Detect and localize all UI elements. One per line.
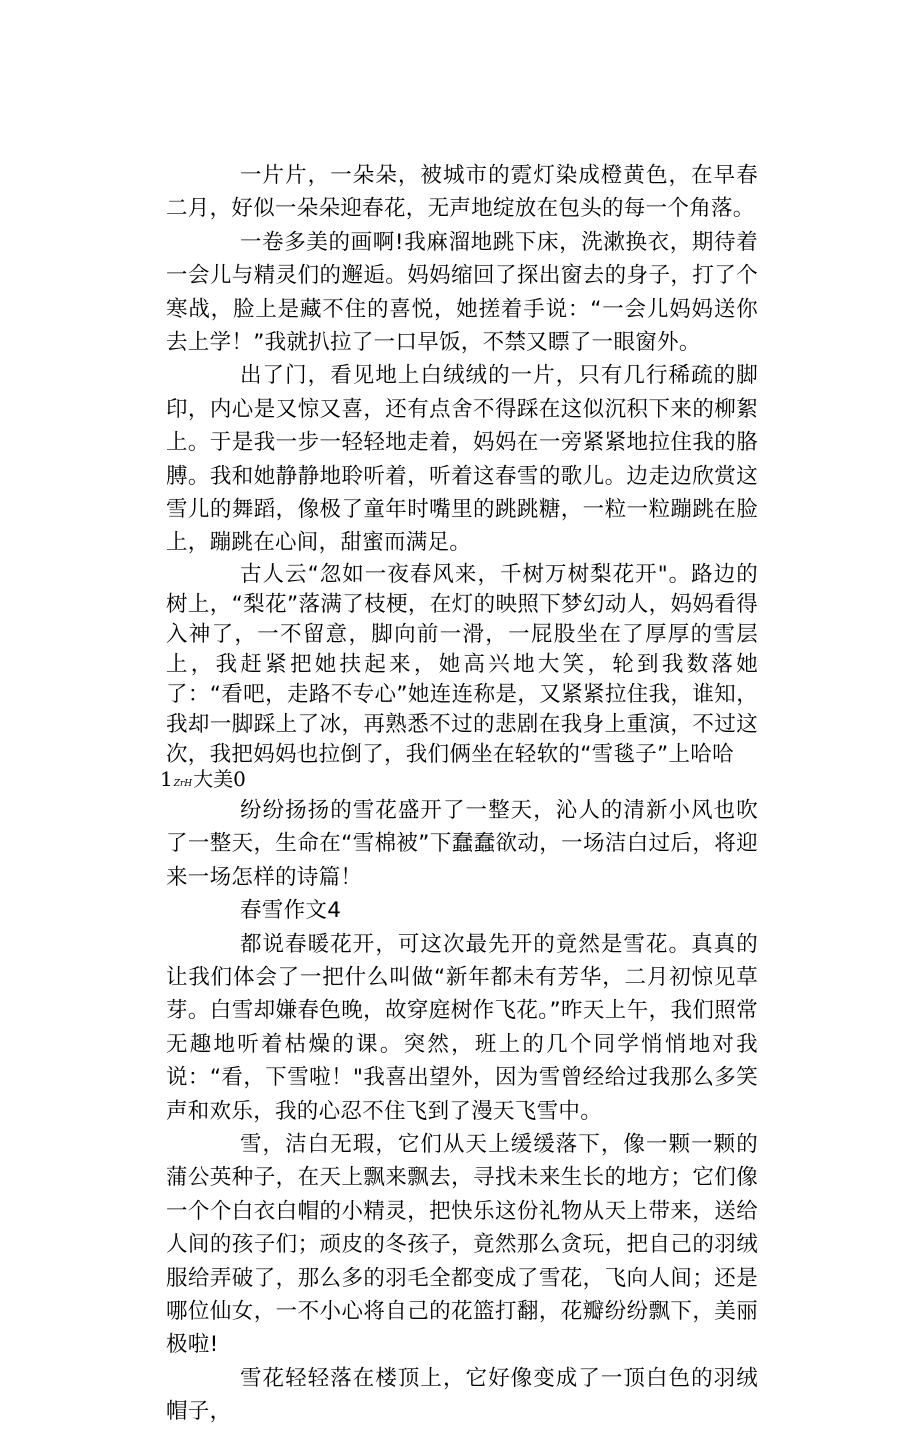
- paragraph: 古人云“忽如一夜春风来，千树万树梨花开"。路边的树上，“梨花”落满了枝梗，在灯的映照下梦幻动人，妈妈看得入神了，一不留意，脚向前一滑，一屁股坐在了厚厚的雪层上，我赶紧把她扶起来，她高兴地大笑，轮到我数落她了：“看吧，走路不专心”她连连称是，又紧紧拉住我，谁知，我却一脚踩上了冰，再熟悉不过的悲剧在我身上重演，不过这次，我把妈妈也拉倒了，我们俩坐在轻软的“雪毯子”上哈哈: [166, 561, 758, 767]
- section-heading: 春雪作文4: [240, 898, 342, 924]
- paragraph: 出了门，看见地上白绒绒的一片，只有几行稀疏的脚印，内心是又惊又喜，还有点舍不得踩在这似沉积下来的柳絮上。于是我一步一轻轻地走着，妈妈在一旁紧紧地拉住我的胳膊。我和她静静地聆听着，听着这春雪的歌儿。边走边欣赏这雪儿的舞蹈，像极了童年时嘴里的跳跳糖，一粒一粒蹦跳在脸上，蹦跳在心间，甜蜜而满足。: [166, 363, 758, 556]
- paragraph: 雪花轻轻落在楼顶上，它好像变成了一顶白色的羽绒帽子，: [166, 1365, 758, 1425]
- garbled-lead: 1: [160, 766, 173, 791]
- document-body: [160, 159, 758, 1429]
- paragraph: 一卷多美的画啊!我麻溜地跳下床，洗漱换衣，期待着一会儿与精灵们的邂逅。妈妈缩回了探出窗去的身子，打了个寒战，脸上是藏不住的喜悦，她搓着手说：“一会儿妈妈送你去上学！”我就扒拉了一口早饭，不禁又瞟了一眼窗外。: [166, 229, 758, 356]
- paragraph: 都说春暖花开，可这次最先开的竟然是雪花。真真的让我们体会了一把什么叫做“新年都未有芳华，二月初惊见草芽。白雪却嫌春色晚，故穿庭树作飞花。”昨天上午，我们照常无趣地听着枯燥的课。突然，班上的几个同学悄悄地对我说：“看，下雪啦！"我喜出望外，因为雪曾经给过我那么多笑声和欢乐，我的心忍不住飞到了漫天飞雪中。: [166, 931, 758, 1124]
- paragraph: 雪，洁白无瑕，它们从天上缓缓落下，像一颗一颗的蒲公英种子，在天上飘来飘去，寻找未来生长的地方；它们像一个个白衣白帽的小精灵，把快乐这份礼物从天上带来，送给人间的孩子们；顽皮的冬孩子，竟然那么贪玩，把自己的羽绒服给弄破了，那么多的羽毛全都变成了雪花，飞向人间；还是哪位仙女，一不小心将自己的花篮打翻，花瓣纷纷飘下，美丽极啦!: [166, 1131, 758, 1358]
- garbled-tail: 大美0: [193, 766, 246, 791]
- paragraph: 纷纷扬扬的雪花盛开了一整天，沁人的清新小风也吹了一整天，生命在“雪棉被”下蠢蠢欲动，一场洁白过后，将迎来一场怎样的诗篇！: [166, 797, 758, 890]
- garbled-small: ZrH: [173, 778, 193, 789]
- paragraph: 一片片，一朵朵，被城市的霓灯染成橙黄色，在早春二月，好似一朵朵迎春花，无声地绽放在包头的每一个角落。: [166, 163, 758, 222]
